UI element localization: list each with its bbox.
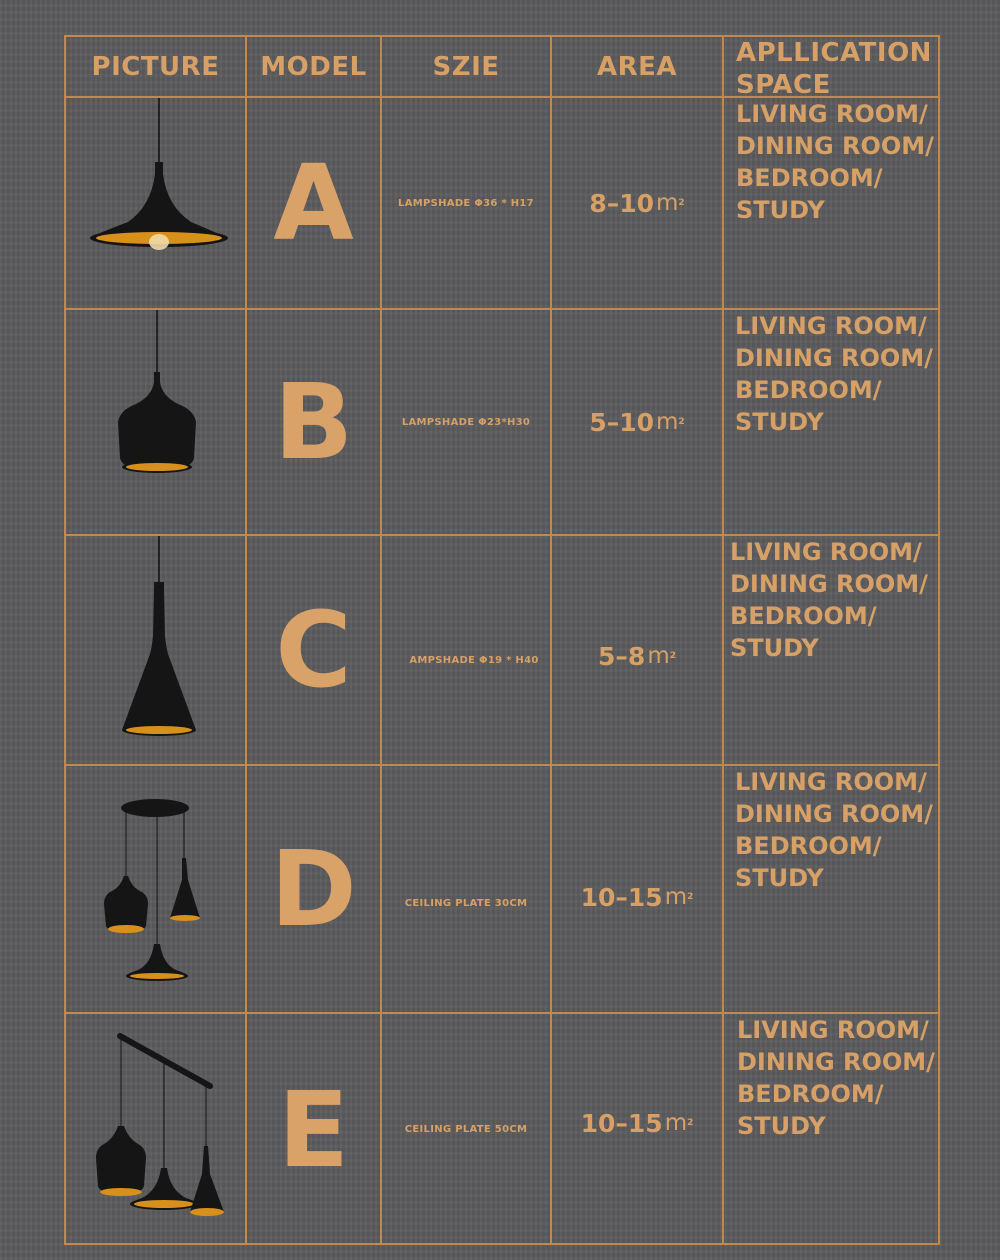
area-unit: m bbox=[664, 1110, 688, 1136]
application-space bbox=[730, 536, 940, 764]
application-line: DINING ROOM/ bbox=[735, 344, 933, 372]
application-space bbox=[737, 1014, 940, 1245]
application-line: STUDY bbox=[736, 196, 825, 224]
area-value bbox=[552, 1014, 722, 1232]
application-line: LIVING ROOM/ bbox=[736, 100, 928, 128]
area-exponent: 2 bbox=[669, 651, 676, 661]
area-value bbox=[552, 310, 722, 534]
application-space bbox=[735, 310, 940, 534]
area-unit: m bbox=[656, 190, 679, 216]
application-line: STUDY bbox=[730, 634, 819, 662]
size-value: CEILING PLATE 30CM bbox=[404, 897, 528, 909]
lamp-a-image bbox=[66, 98, 245, 308]
area-exponent: 2 bbox=[687, 1118, 694, 1128]
header-application-line: APLLICATION bbox=[736, 38, 932, 68]
application-line: LIVING ROOM/ bbox=[730, 538, 922, 566]
header-model: MODEL bbox=[260, 51, 367, 82]
application-space bbox=[736, 98, 940, 308]
application-line: DINING ROOM/ bbox=[735, 800, 933, 828]
area-range: 10–15 bbox=[580, 1108, 663, 1138]
size-value: LAMPSHADE Φ23*H30 bbox=[401, 416, 531, 428]
area-exponent: 2 bbox=[687, 892, 694, 902]
header-area: AREA bbox=[596, 51, 678, 82]
application-line: STUDY bbox=[737, 1112, 826, 1140]
lamp-c-image bbox=[66, 536, 245, 764]
application-line: BEDROOM/ bbox=[737, 1080, 884, 1108]
application-line: LIVING ROOM/ bbox=[735, 768, 927, 796]
application-line: STUDY bbox=[735, 408, 824, 436]
size-value: AMPSHADE Φ19 * H40 bbox=[409, 654, 539, 666]
header-application-line: SPACE bbox=[736, 70, 831, 100]
header-size: SZIE bbox=[432, 51, 500, 82]
area-range: 5–8 bbox=[598, 641, 646, 671]
area-value bbox=[552, 766, 722, 1028]
application-space bbox=[735, 766, 940, 1012]
application-line: STUDY bbox=[735, 864, 824, 892]
area-unit: m bbox=[647, 643, 670, 669]
model-letter: B bbox=[273, 361, 354, 483]
area-range: 5–10 bbox=[589, 407, 654, 437]
model-letter: A bbox=[273, 142, 354, 264]
area-range: 8–10 bbox=[589, 188, 654, 218]
area-value bbox=[552, 536, 722, 776]
header-application bbox=[736, 37, 936, 100]
lamp-b-image bbox=[66, 310, 245, 534]
application-line: DINING ROOM/ bbox=[737, 1048, 935, 1076]
application-line: BEDROOM/ bbox=[735, 832, 882, 860]
application-line: BEDROOM/ bbox=[736, 164, 883, 192]
column-divider bbox=[722, 35, 724, 1245]
application-line: LIVING ROOM/ bbox=[735, 312, 927, 340]
application-line: DINING ROOM/ bbox=[730, 570, 928, 598]
model-letter: E bbox=[277, 1068, 350, 1191]
application-line: LIVING ROOM/ bbox=[737, 1016, 929, 1044]
application-line: BEDROOM/ bbox=[735, 376, 882, 404]
area-exponent: 2 bbox=[678, 198, 685, 208]
model-letter: C bbox=[275, 589, 352, 711]
lamp-d-image bbox=[66, 766, 245, 1012]
area-unit: m bbox=[664, 884, 688, 910]
size-value: CEILING PLATE 50CM bbox=[404, 1124, 528, 1135]
model-letter: D bbox=[270, 828, 357, 950]
application-line: BEDROOM/ bbox=[730, 602, 877, 630]
area-exponent: 2 bbox=[678, 417, 685, 427]
header-picture: PICTURE bbox=[91, 51, 220, 82]
size-value: LAMPSHADE Φ36 * H17 bbox=[398, 197, 534, 209]
lamp-e-image bbox=[66, 1014, 245, 1245]
area-range: 10–15 bbox=[580, 882, 663, 912]
area-unit: m bbox=[656, 409, 679, 435]
application-line: DINING ROOM/ bbox=[736, 132, 934, 160]
area-value bbox=[552, 98, 722, 308]
